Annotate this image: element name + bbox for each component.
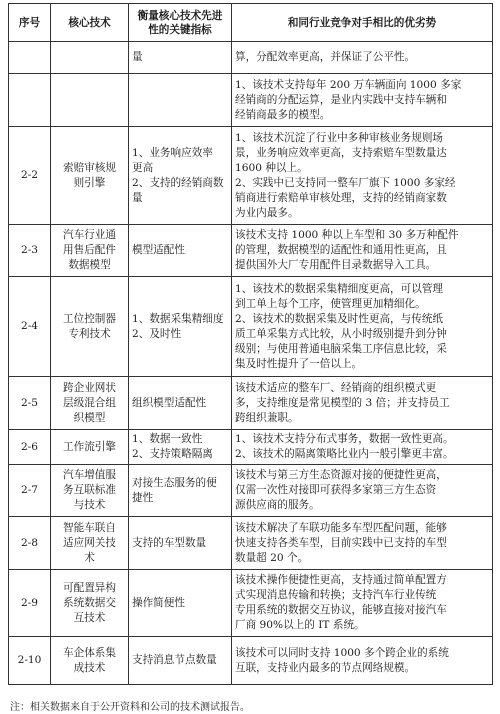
tech-name-cell: [51, 517, 129, 570]
tech-name-line: 专利技术: [68, 327, 111, 340]
tech-name-cell: [51, 74, 129, 127]
header-indicator-line: 性的关键指标: [148, 23, 212, 36]
advantage-line: 经销商的分配运算，是业内实践中支持车辆和: [235, 93, 447, 106]
advantage-line: 式实现消息传输和转换；支持汽车行业传统: [235, 589, 437, 601]
tech-name-line: 可配置异构: [63, 581, 116, 594]
advantage-cell: [232, 127, 493, 225]
key-indicator-cell: [129, 225, 232, 277]
advantage-line: 2、实践中已支持同一整车厂旗下 1000 多家经: [235, 176, 456, 189]
row-number: 2-10: [9, 637, 51, 685]
key-indicator-line: 1、数据一致性: [132, 433, 203, 445]
tech-name-line: 数据模型: [68, 259, 111, 271]
row-number: [9, 42, 51, 74]
tech-name-line: 适应网关技: [63, 536, 116, 549]
row-number: 2-3: [9, 225, 51, 277]
table-header-row: [9, 4, 493, 42]
advantage-cell: [232, 377, 493, 430]
advantage-line: 1、该技术支持分布式事务，数据一致性更高。: [235, 433, 454, 445]
advantage-line: 多，支持维度是常见模型的 3 倍；并支持员工: [235, 396, 450, 409]
tech-name-line: 成技术: [73, 661, 106, 674]
key-indicator-line: 操作简便性: [132, 596, 185, 609]
table-row: [9, 225, 493, 277]
key-indicator-line: 2、支持的经销商数: [132, 176, 224, 189]
key-indicator-line: 1、业务响应效率: [132, 146, 213, 159]
tech-name-line: 则引擎: [73, 176, 106, 189]
header-indicator: [129, 4, 232, 42]
key-indicator-line: 量: [132, 51, 143, 63]
key-indicator-cell: [129, 377, 232, 430]
advantage-cell: [232, 570, 493, 637]
key-indicator-cell: [129, 517, 232, 570]
row-number: 2-9: [9, 570, 51, 637]
tech-name-line: 汽车增值服: [63, 469, 116, 481]
row-number: 2-6: [9, 430, 51, 465]
advantage-line: 1、该技术的数据采集精细度更高，可以管理: [235, 282, 444, 295]
key-indicator-cell: [129, 74, 232, 127]
table-body: [9, 42, 493, 685]
key-indicator-line: 更高: [132, 161, 154, 174]
key-indicator-line: 2、支持策略隔离: [132, 448, 213, 460]
advantage-line: 的管理，数据模型的适配性和通用性更高，且: [235, 244, 447, 256]
core-tech-table: [8, 3, 493, 685]
row-number: 2-8: [9, 517, 51, 570]
tech-name-line: 互技术: [73, 611, 106, 624]
header-no: 序号: [9, 4, 51, 42]
tech-name-line: 工作流引擎: [63, 440, 116, 453]
table-row: [9, 127, 493, 225]
key-indicator-line: 模型适配性: [132, 244, 185, 256]
advantage-line: 提供国外大厂专用配件目录数据导入工具。: [235, 259, 437, 271]
advantage-cell: [232, 74, 493, 127]
advantage-line: 该技术解决了车联功能多车型匹配问题，能够: [235, 521, 447, 534]
table-row: [9, 637, 493, 685]
advantage-line: 到工单上每个工序，使管理更加精细化。: [235, 297, 426, 310]
table-row: [9, 430, 493, 465]
advantage-line: 1600 种以上。: [235, 161, 308, 174]
tech-name-line: 汽车行业通: [63, 229, 116, 241]
advantage-line: 2、该技术的隔离策略比业内一般引擎更丰富。: [235, 448, 454, 460]
tech-name-cell: [51, 42, 129, 74]
advantage-cell: [232, 465, 493, 517]
row-number: 2-5: [9, 377, 51, 430]
key-indicator-line: 支持的车型数量: [132, 536, 207, 549]
advantage-line: 快速支持各类车型，目前实践中已支持的车型: [235, 536, 447, 549]
key-indicator-cell: [129, 570, 232, 637]
tech-name-line: 与技术: [73, 499, 106, 511]
key-indicator-line: 捷性: [132, 491, 154, 504]
tech-name-cell: [51, 637, 129, 685]
tech-name-line: 工位控制器: [63, 312, 116, 325]
key-indicator-line: 支持消息节点数量: [132, 654, 217, 666]
advantage-cell: [232, 42, 493, 74]
tech-name-line: 索赔审核规: [63, 161, 116, 174]
key-indicator-line: 组织模型适配性: [132, 396, 207, 409]
advantage-line: 该技术与第三方生态资源对接的便捷性更高，: [235, 469, 447, 481]
advantage-line: 数量超 20 个。: [235, 551, 309, 564]
header-tech: 核心技术: [51, 4, 129, 42]
advantage-cell: [232, 517, 493, 570]
advantage-cell: [232, 430, 493, 465]
table-row: [9, 74, 493, 127]
tech-name-line: 车企体系集: [63, 646, 116, 659]
tech-name-cell: [51, 570, 129, 637]
advantage-cell: [232, 277, 493, 377]
tech-name-cell: [51, 127, 129, 225]
tech-name-line: 用售后配件: [63, 244, 116, 256]
table-row: [9, 42, 493, 74]
advantage-line: 跨组织兼职。: [235, 411, 299, 424]
key-indicator-cell: [129, 42, 232, 74]
tech-name-line: 织模型: [73, 411, 106, 424]
tech-name-line: 跨企业网状: [63, 381, 116, 394]
advantage-line: 仅需一次性对接即可获得多家第三方生态资: [235, 484, 437, 496]
tech-name-line: 层级混合组: [63, 396, 116, 409]
advantage-line: 厂商 90%以上的 IT 系统。: [235, 619, 365, 631]
tech-name-cell: [51, 430, 129, 465]
advantage-line: 质工单采集方式比较，从小时级别提升到分钟: [235, 327, 447, 340]
advantage-line: 销商进行索赔单审核处理，支持的经销商家数: [235, 191, 447, 204]
advantage-line: 专用系统的数据交互协议，能够直接对接汽车: [235, 604, 447, 616]
advantage-line: 该技术可以同时支持 1000 多个跨企业的系统: [235, 646, 449, 659]
advantage-line: 源供应商的服务。: [235, 499, 320, 511]
tech-name-line: 务互联标准: [63, 484, 116, 496]
row-number: [9, 74, 51, 127]
key-indicator-cell: [129, 127, 232, 225]
advantage-line: 2、该技术的数据采集及时性更高，与传统纸: [235, 312, 444, 325]
advantage-line: 1、该技术沉淀了行业中多种审核业务规则场: [235, 131, 444, 144]
key-indicator-line: 量: [132, 191, 143, 204]
key-indicator-cell: [129, 637, 232, 685]
advantage-line: 集及时性提升了一倍以上。: [235, 357, 363, 370]
footnote: 注：相关数据来自于公开资料和公司的技术测试报告。: [10, 702, 250, 713]
key-indicator-line: 1、数据采集精细度: [132, 312, 224, 325]
advantage-line: 该技术操作便捷性更高，支持通过简单配置方: [235, 574, 447, 586]
tech-name-cell: [51, 377, 129, 430]
row-number: 2-7: [9, 465, 51, 517]
key-indicator-line: 对接生态服务的便: [132, 476, 217, 489]
key-indicator-line: 2、及时性: [132, 327, 182, 340]
key-indicator-cell: [129, 465, 232, 517]
advantage-line: 经销商最多的模型。: [235, 108, 331, 121]
table-row: [9, 465, 493, 517]
advantage-line: 互联，支持业内最多的节点网络规模。: [235, 661, 416, 674]
tech-name-line: 智能车联自: [63, 521, 116, 534]
advantage-cell: [232, 637, 493, 685]
tech-name-cell: [51, 277, 129, 377]
row-number: 2-4: [9, 277, 51, 377]
table-row: [9, 570, 493, 637]
advantage-line: 景，业务响应效率更高，支持索赔车型数量达: [235, 146, 447, 159]
tech-name-cell: [51, 225, 129, 277]
table-row: [9, 377, 493, 430]
advantage-line: 为业内最多。: [235, 206, 299, 219]
key-indicator-cell: [129, 430, 232, 465]
table-row: [9, 517, 493, 570]
advantage-line: 该技术支持 1000 种以上车型和 30 多万种配件: [235, 229, 459, 241]
advantage-line: 级别；与使用普通电脑采集工序信息比较，采: [235, 342, 447, 355]
tech-name-line: 术: [84, 551, 95, 564]
tech-name-cell: [51, 465, 129, 517]
tech-name-line: 系统数据交: [63, 596, 116, 609]
header-advantage: 和同行业竞争对手相比的优劣势: [232, 4, 493, 42]
advantage-line: 算，分配效率更高，并保证了公平性。: [235, 51, 416, 63]
advantage-cell: [232, 225, 493, 277]
advantage-line: 该技术适应的整车厂、经销商的组织模式更: [235, 381, 437, 394]
advantage-line: 1、该技术支持每年 200 万车辆面向 1000 多家: [235, 78, 462, 91]
header-indicator-line: 衡量核心技术先进: [137, 9, 223, 22]
key-indicator-cell: [129, 277, 232, 377]
table-row: [9, 277, 493, 377]
row-number: 2-2: [9, 127, 51, 225]
